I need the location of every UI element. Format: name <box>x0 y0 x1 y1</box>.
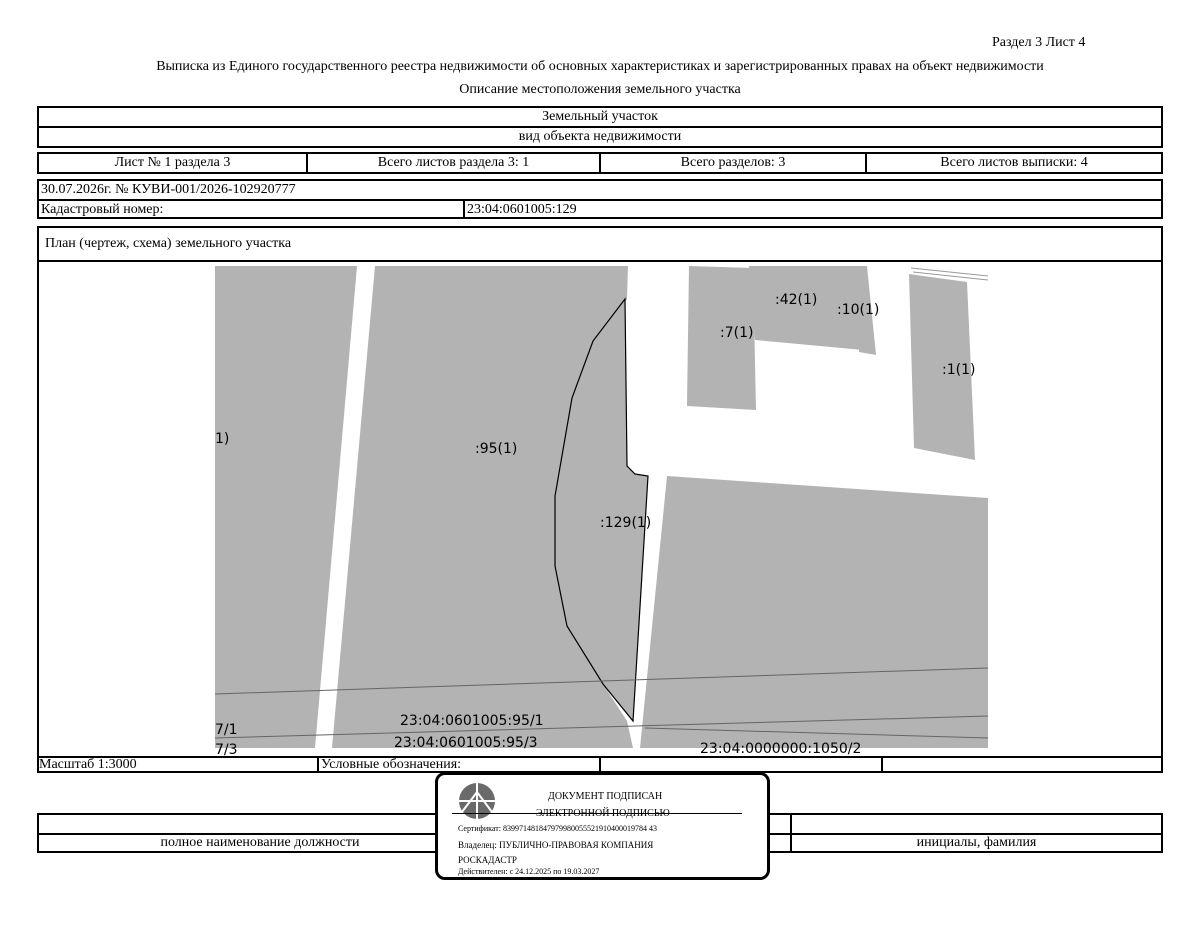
name-caption: инициалы, фамилия <box>916 835 1037 850</box>
map-label-95-3: 23:04:0601005:95/3 <box>394 735 538 751</box>
stamp-line1: ДОКУМЕНТ ПОДПИСАН <box>548 791 663 802</box>
roskadastr-logo <box>458 782 496 820</box>
stamp-owner2: РОСКАДАСТР <box>458 855 517 865</box>
legend-label: Условные обозначения: <box>321 756 462 772</box>
stamp-certificate: Сертификат: 839971481847979980055521910400019784 43 <box>458 824 657 833</box>
stamp-owner: Владелец: ПУБЛИЧНО-ПРАВОВАЯ КОМПАНИЯ <box>458 840 654 850</box>
record-date-number: 30.07.2026г. № КУВИ-001/2026-102920777 <box>41 182 296 197</box>
map-label-7-1: 7/1 <box>215 722 238 738</box>
map-label-7-3-clip <box>215 742 245 758</box>
plan-title: План (чертеж, схема) земельного участка <box>45 236 292 251</box>
stamp-valid: Действителен: с 24.12.2025 по 19.03.2027 <box>458 867 600 876</box>
stamp-line2 <box>536 809 670 819</box>
object-type-block <box>37 106 1163 148</box>
record-block <box>37 179 1163 219</box>
position-caption: полное наименование должности <box>160 835 360 850</box>
map-label-10: :10(1) <box>837 302 880 318</box>
map-label-129: :129(1) <box>600 515 652 531</box>
map-label-1: :1(1) <box>942 362 976 378</box>
map-label-7-3: 7/3 <box>215 742 238 758</box>
total-extract-sheets: Всего листов выписки: 4 <box>940 155 1088 170</box>
document-title: Выписка из Единого государственного реестра недвижимости об основных характеристиках и зарегистрированных правах на объект недвижимости <box>156 59 1044 74</box>
document-subtitle: Описание местоположения земельного участка <box>459 82 741 97</box>
sheet-number: Лист № 1 раздела 3 <box>114 155 231 170</box>
map-label-left: 1) <box>215 431 230 447</box>
scale-label: Масштаб 1:3000 <box>39 756 137 772</box>
section-sheet-label: Раздел 3 Лист 4 <box>992 35 1086 50</box>
cadastral-label: Кадастровый номер: <box>41 201 164 217</box>
object-type-caption: вид объекта недвижимости <box>518 129 682 144</box>
map-label-95-1: 23:04:0601005:95/1 <box>400 713 544 729</box>
parcel-right-lower <box>640 476 988 748</box>
cadastral-value: 23:04:0601005:129 <box>467 201 577 217</box>
map-label-95: :95(1) <box>475 441 518 457</box>
map-label-7: :7(1) <box>720 325 754 341</box>
cadastral-map <box>215 266 988 748</box>
map-label-1050-clip <box>700 741 900 757</box>
map-label-42: :42(1) <box>775 292 818 308</box>
total-sections: Всего разделов: 3 <box>680 155 786 170</box>
signature-stamp <box>435 772 770 880</box>
stamp-divider <box>452 813 742 814</box>
map-label-1050: 23:04:0000000:1050/2 <box>700 741 862 757</box>
total-section-sheets: Всего листов раздела 3: 1 <box>377 155 530 170</box>
object-type: Земельный участок <box>542 109 658 124</box>
sheets-row <box>37 152 1163 174</box>
